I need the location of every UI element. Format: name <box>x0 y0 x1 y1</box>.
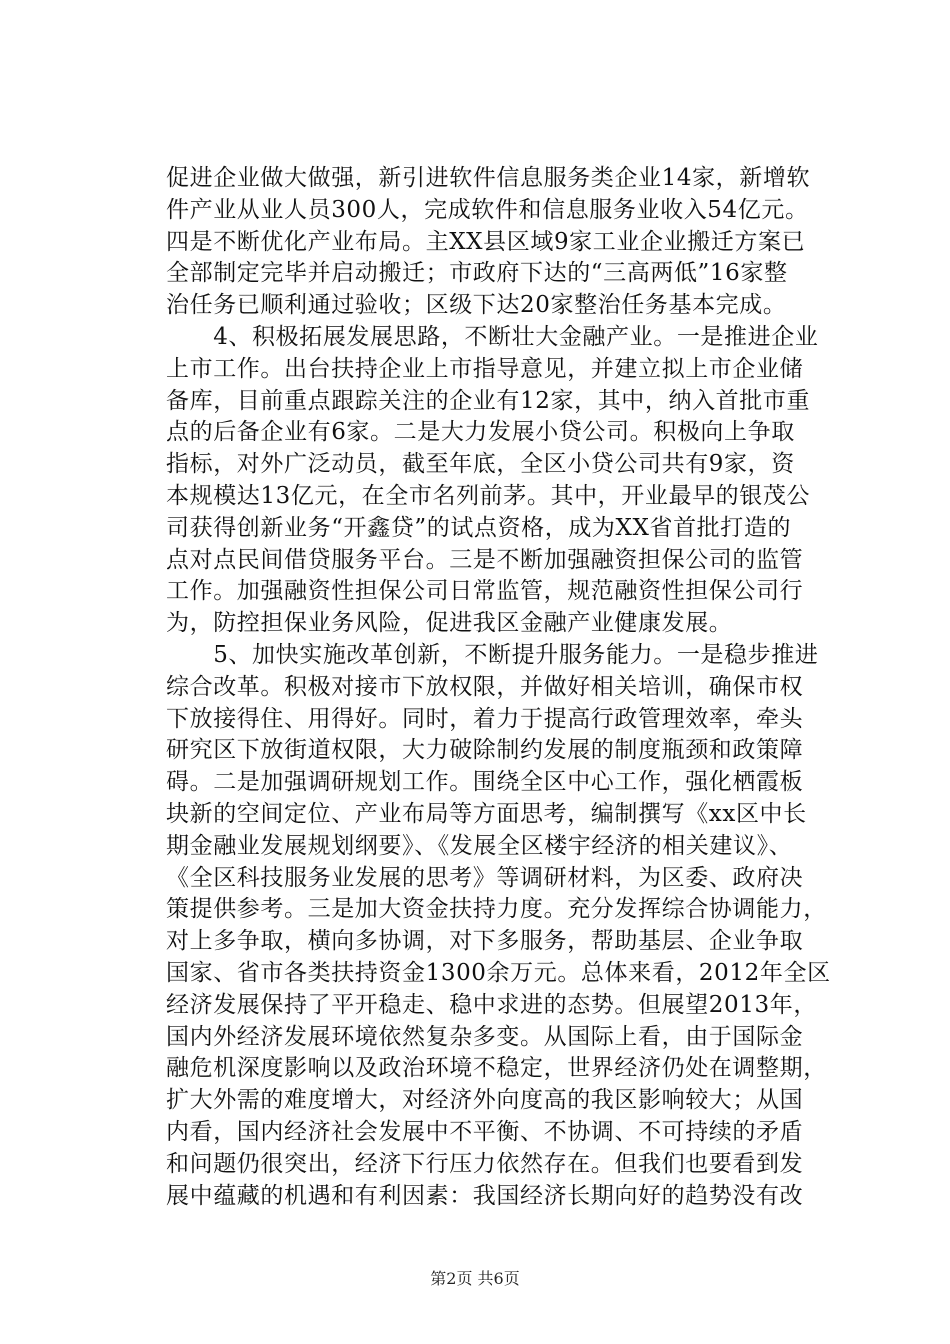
text-line: 和问题仍很突出，经济下行压力依然存在。但我们也要看到发 <box>166 1150 804 1177</box>
text-line: 对上多争取，横向多协调，对下多服务，帮助基层、企业争取 <box>166 928 804 955</box>
text-line: 扩大外需的难度增大，对经济外向度高的我区影响较大；从国 <box>166 1087 804 1114</box>
text-line: 下放接得住、用得好。同时，着力于提高行政管理效率，牵头 <box>166 705 804 732</box>
text-line: 碍。二是加强调研规划工作。围绕全区中心工作，强化栖霞板 <box>166 769 804 796</box>
text-line: 四是不断优化产业布局。主XX县区域9家工业企业搬迁方案已 <box>166 228 806 255</box>
text-line: 工作。加强融资性担保公司日常监管，规范融资性担保公司行 <box>166 578 804 605</box>
page-footer: 第2页 共6页 <box>430 1269 520 1288</box>
text-line: 研究区下放街道权限，大力破除制约发展的制度瓶颈和政策障 <box>166 737 804 764</box>
text-line: 上市工作。出台扶持企业上市指导意见，并建立拟上市企业储 <box>166 355 804 382</box>
text-line: 策提供参考。三是加大资金扶持力度。充分发挥综合协调能力， <box>166 896 827 923</box>
text-line: 指标，对外广泛动员，截至年底，全区小贷公司共有9家，资 <box>166 451 795 478</box>
text-line: 本规模达13亿元，在全市名列前茅。其中，开业最早的银茂公 <box>166 482 811 509</box>
text-line: 4、积极拓展发展思路，不断壮大金融产业。一是推进企业 <box>166 323 819 350</box>
text-line: 司获得创新业务“开鑫贷”的试点资格，成为XX省首批打造的 <box>166 514 792 541</box>
text-line: 国家、省市各类扶持资金1300余万元。总体来看，2012年全区 <box>166 959 831 986</box>
text-line: 展中蕴藏的机遇和有利因素：我国经济长期向好的趋势没有改 <box>166 1182 804 1209</box>
text-line: 经济发展保持了平开稳走、稳中求进的态势。但展望2013年， <box>166 991 817 1018</box>
text-line: 件产业从业人员300人，完成软件和信息服务业收入54亿元。 <box>166 196 809 223</box>
text-line: 《全区科技服务业发展的思考》等调研材料，为区委、政府决 <box>166 864 804 891</box>
text-line: 融危机深度影响以及政治环境不稳定，世界经济仍处在调整期， <box>166 1055 827 1082</box>
text-line: 内看，国内经济社会发展中不平衡、不协调、不可持续的矛盾 <box>166 1118 804 1145</box>
text-line: 点对点民间借贷服务平台。三是不断加强融资担保公司的监管 <box>166 546 804 573</box>
text-line: 促进企业做大做强，新引进软件信息服务类企业14家，新增软 <box>166 165 811 191</box>
text-line: 备库，目前重点跟踪关注的企业有12家，其中，纳入首批市重 <box>166 387 811 414</box>
text-line: 国内外经济发展环境依然复杂多变。从国际上看，由于国际金 <box>166 1023 804 1050</box>
text-line: 块新的空间定位、产业布局等方面思考，编制撰写《xx区中长 <box>166 800 807 827</box>
text-line: 点的后备企业有6家。二是大力发展小贷公司。积极向上争取 <box>166 419 795 446</box>
text-line: 综合改革。积极对接市下放权限，并做好相关培训，确保市权 <box>166 673 804 700</box>
text-line: 治任务已顺利通过验收；区级下达20家整治任务基本完成。 <box>166 292 787 319</box>
text-line: 为，防控担保业务风险，促进我区金融产业健康发展。 <box>166 610 733 637</box>
text-line: 期金融业发展规划纲要》、《发展全区楼宇经济的相关建议》、 <box>166 832 793 859</box>
document-body <box>166 163 866 1212</box>
text-line: 全部制定完毕并启动搬迁；市政府下达的“三高两低”16家整 <box>166 260 788 287</box>
text-line: 5、加快实施改革创新，不断提升服务能力。一是稳步推进 <box>166 641 819 668</box>
